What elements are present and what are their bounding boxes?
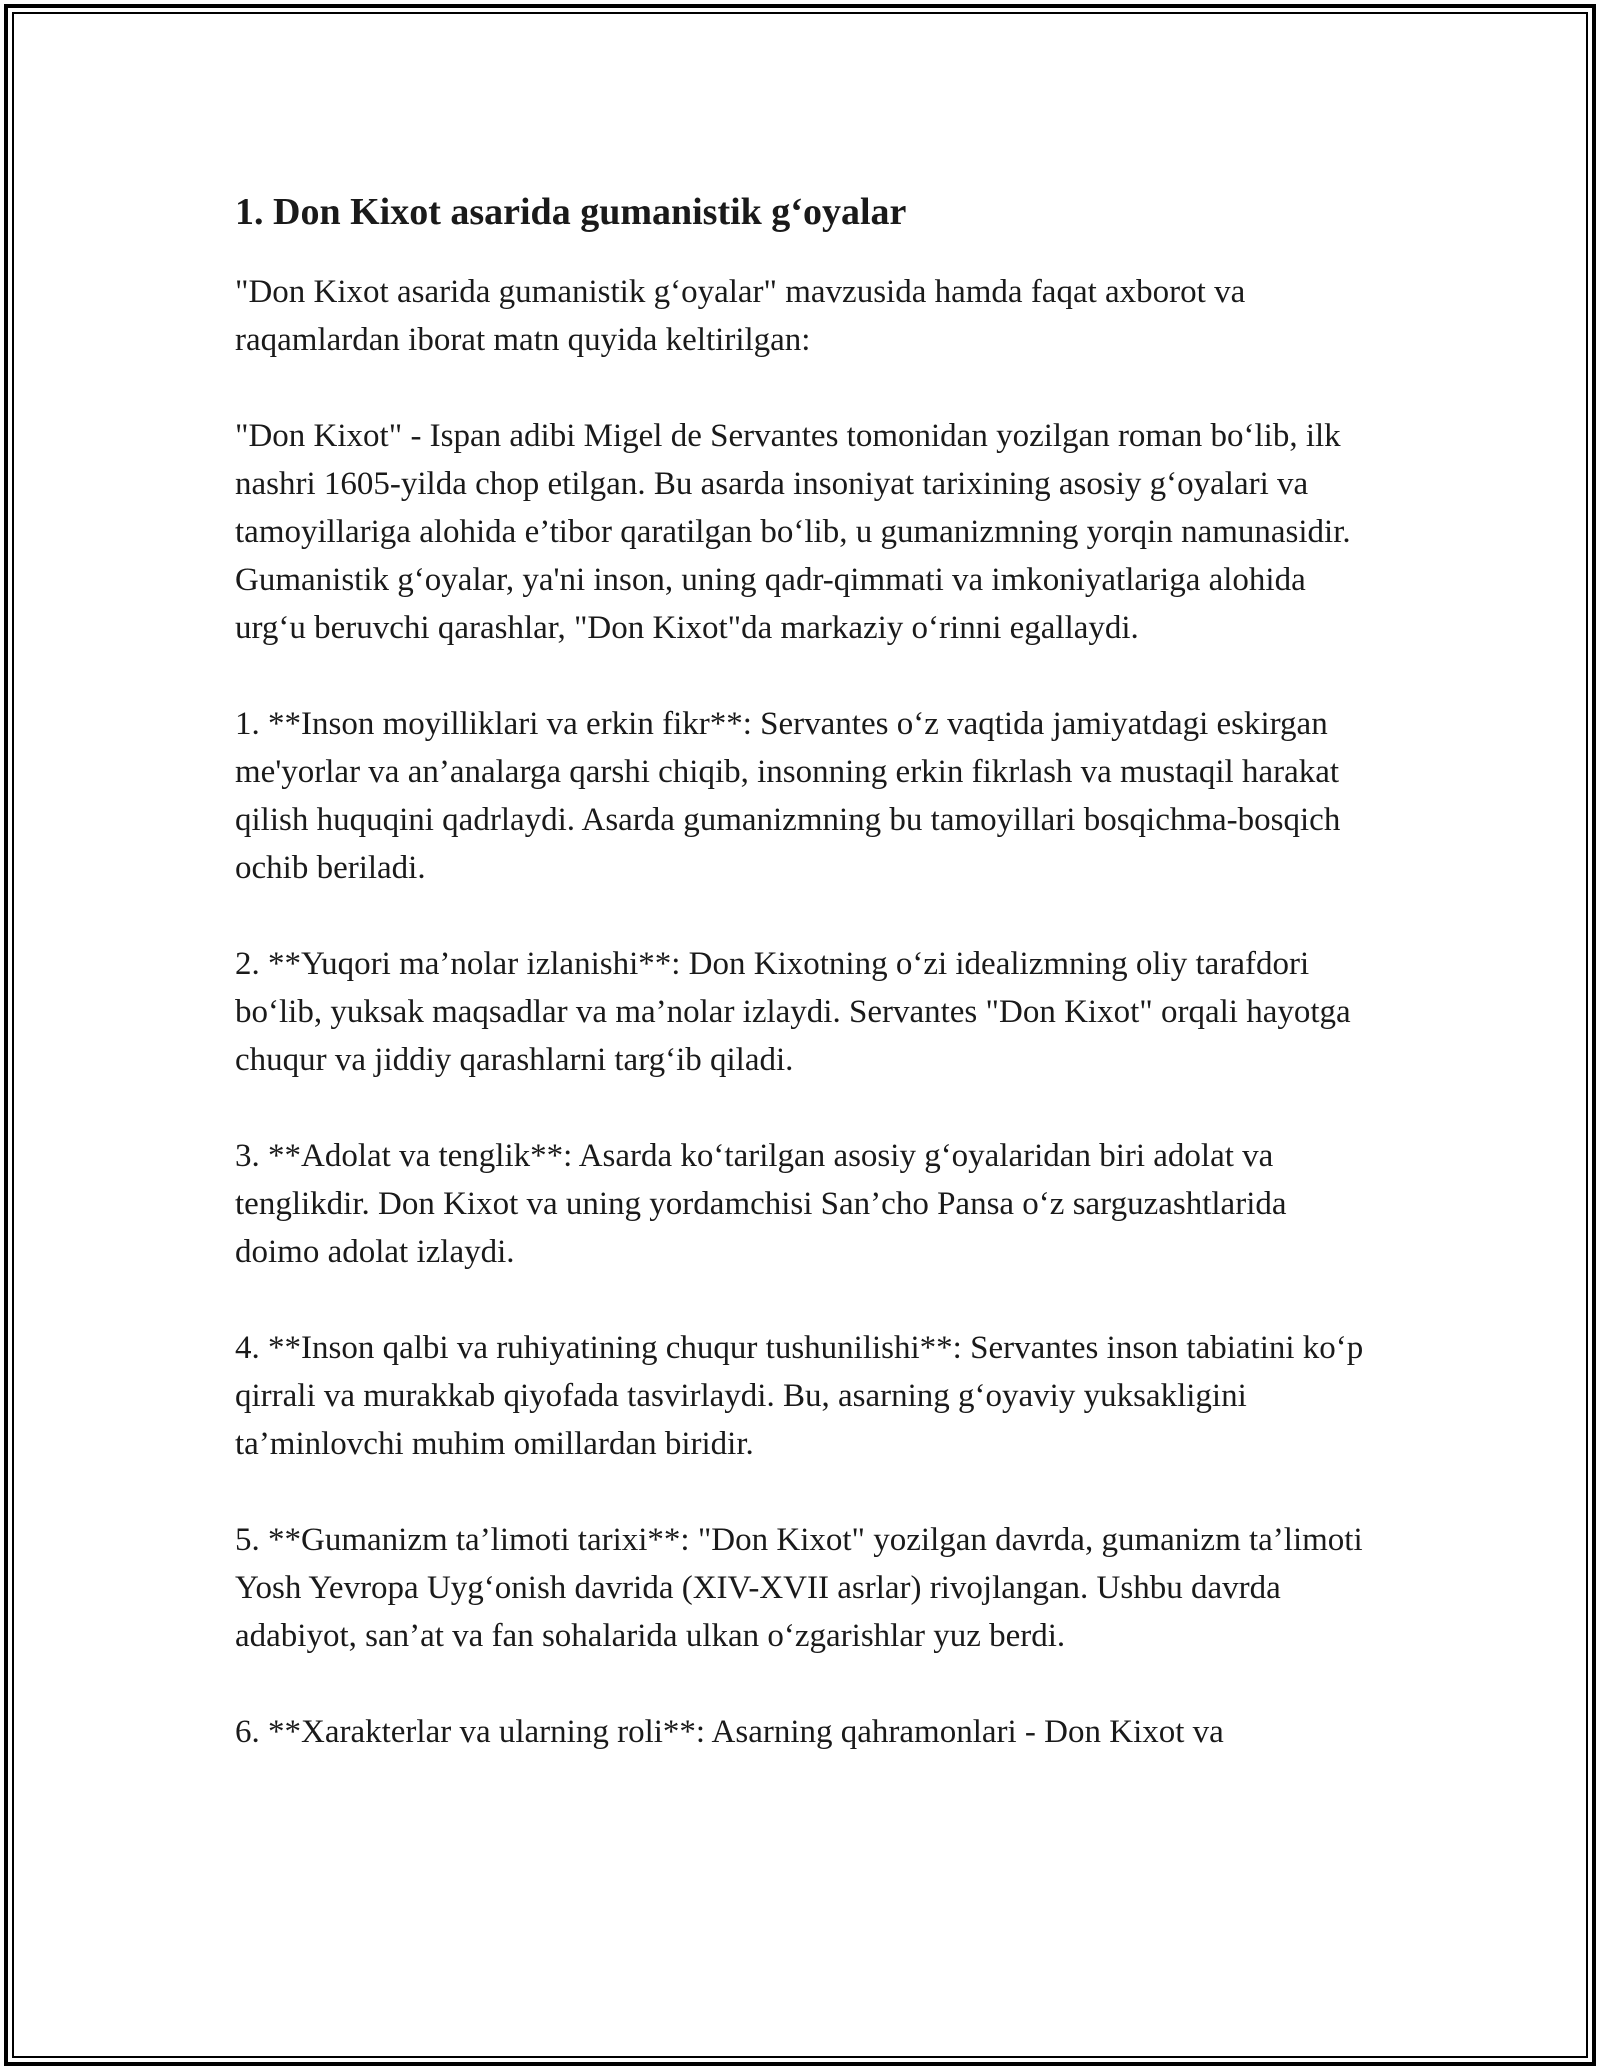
- list-item-3: 3. **Adolat va tenglik**: Asarda ko‘tarilgan asosiy g‘oyalaridan biri adolat va tenglikdir. Don Kixot va uning yordamchisi San’cho Pansa o‘z sarguzashtlarida doimo adolat izlaydi.: [235, 1138, 1287, 1270]
- list-item-4: 4. **Inson qalbi va ruhiyatining chuqur tushunilishi**: Servantes inson tabiatini ko‘p qirrali va murakkab qiyofada tasvirlaydi. Bu, asarning g‘oyaviy yuksakligini ta’minlovchi muhim omillardan biridir.: [235, 1330, 1364, 1462]
- overview-paragraph: "Don Kixot" - Ispan adibi Migel de Servantes tomonidan yozilgan roman bo‘lib, ilk nashri 1605-yilda chop etilgan. Bu asarda insoniyat tarixining asosiy g‘oyalari va tamoyillariga alohida e’tibor qaratilgan bo‘lib, u gumanizmning yorqin namunasidir. Gumanistik g‘oyalar, ya'ni inson, uning qadr-qimmati va imkoniyatlariga alohida urg‘u beruvchi qarashlar, "Don Kixot"da markaziy o‘rinni egallaydi.: [235, 418, 1351, 646]
- list-item-1: 1. **Inson moyilliklari va erkin fikr**: Servantes o‘z vaqtida jamiyatdagi eskirgan me'yorlar va an’analarga qarshi chiqib, insonning erkin fikrlash va mustaqil harakat qilish huquqini qadrlaydi. Asarda gumanizmning bu tamoyillari bosqichma-bosqich ochib beriladi.: [235, 706, 1341, 886]
- intro-paragraph: "Don Kixot asarida gumanistik g‘oyalar" mavzusida hamda faqat axborot va raqamlardan iborat matn quyida keltirilgan:: [235, 274, 1246, 358]
- document-title: 1. Don Kixot asarida gumanistik g‘oyalar: [235, 191, 907, 233]
- list-item-5: 5. **Gumanizm ta’limoti tarixi**: "Don Kixot" yozilgan davrda, gumanizm ta’limoti Yosh Yevropa Uyg‘onish davrida (XIV-XVII asrlar) rivojlangan. Ushbu davrda adabiyot, san’at va fan sohalarida ulkan o‘zgarishlar yuz berdi.: [235, 1522, 1363, 1654]
- list-item-6: 6. **Xarakterlar va ularning roli**: Asarning qahramonlari - Don Kixot va: [235, 1714, 1224, 1750]
- document-body: [235, 186, 1375, 1804]
- list-item-2: 2. **Yuqori ma’nolar izlanishi**: Don Kixotning o‘zi idealizmning oliy tarafdori bo‘lib, yuksak maqsadlar va ma’nolar izlaydi. Servantes "Don Kixot" orqali hayotga chuqur va jiddiy qarashlarni targ‘ib qiladi.: [235, 946, 1351, 1078]
